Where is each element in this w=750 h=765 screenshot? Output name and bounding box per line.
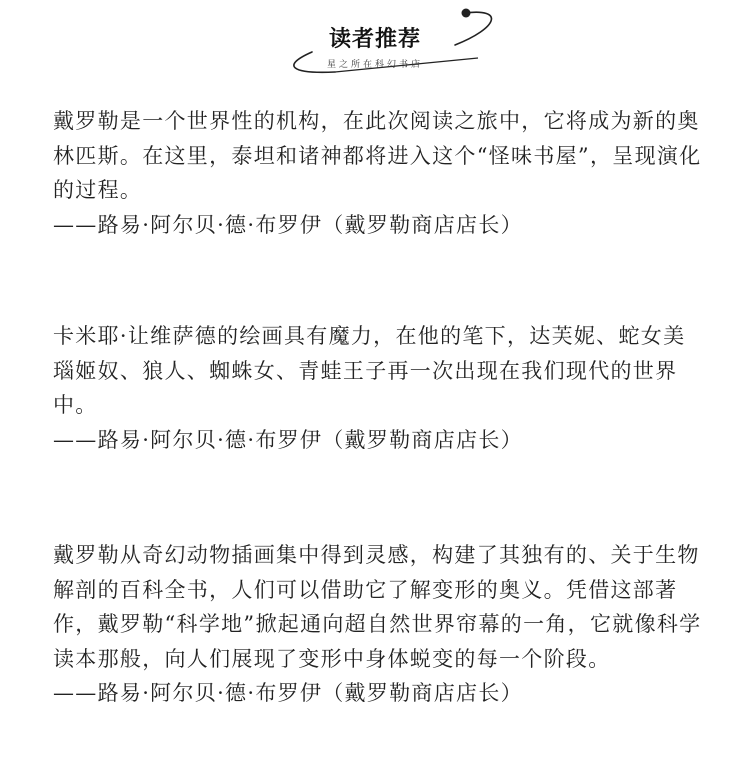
bookstore-name: 星之所在科幻书店: [326, 60, 423, 70]
recommendation-1: [53, 104, 703, 242]
recommendation-attribution: ——路易·阿尔贝·德·布罗伊（戴罗勒商店店长）: [53, 212, 523, 237]
header: [0, 0, 750, 80]
recommendation-text: 戴罗勒从奇幻动物插画集中得到灵感，构建了其独有的、关于生物解剖的百科全书，人们可以借助它了解变形的奥义。凭借这部著作，戴罗勒“科学地”掀起通向超自然世界帘幕的一角，它就像科学读本那般，向人们展现了变形中身体蜕变的每一个阶段。: [53, 543, 702, 671]
recommendation-attribution: ——路易·阿尔贝·德·布罗伊（戴罗勒商店店长）: [53, 427, 523, 452]
page-title: 读者推荐: [328, 27, 421, 52]
recommendation-2: [53, 319, 703, 457]
recommendation-3: [53, 538, 703, 711]
recommendation-text: 戴罗勒是一个世界性的机构，在此次阅读之旅中，它将成为新的奥林匹斯。在这里，泰坦和诸神都将进入这个“怪味书屋”，呈现演化的过程。: [53, 109, 702, 202]
recommendation-text: 卡米耶·让维萨德的绘画具有魔力，在他的笔下，达芙妮、蛇女美瑙姬奴、狼人、蜘蛛女、青蛙王子再一次出现在我们现代的世界中。: [53, 324, 686, 417]
recommendation-attribution: ——路易·阿尔贝·德·布罗伊（戴罗勒商店店长）: [53, 681, 523, 705]
